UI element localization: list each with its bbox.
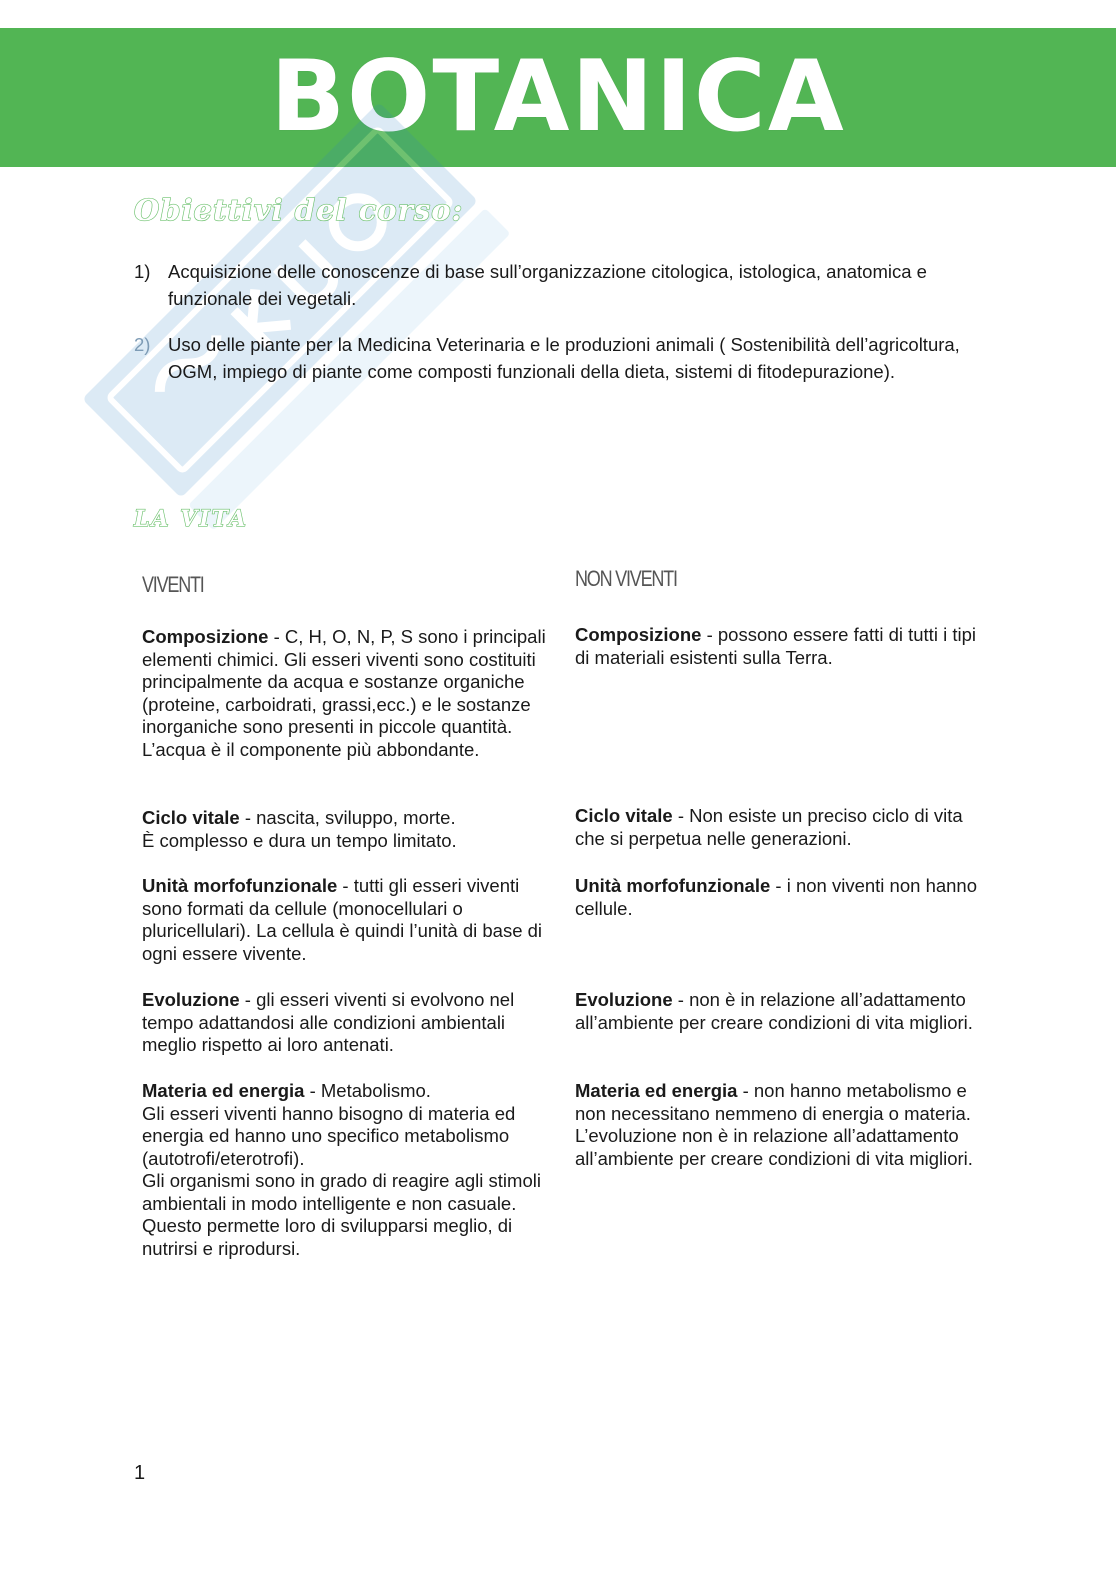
non-viventi-item-composizione xyxy=(575,624,985,669)
non-viventi-item-unita-morfofunzionale xyxy=(575,875,985,920)
objectives-heading: Obiettivi del corso: xyxy=(134,193,464,227)
item-description: L’acqua è il componente più abbondante. xyxy=(142,738,480,760)
item-description: - Non esiste un preciso ciclo di vita che si perpetua nelle generazioni. xyxy=(575,805,963,849)
document-title: BOTANICA xyxy=(270,40,846,154)
item-term: Unità morfofunzionale xyxy=(575,875,771,896)
item-description: - possono essere fatti di tutti i tipi di materiali esistenti sulla Terra. xyxy=(575,624,976,668)
objective-text: Acquisizione delle conoscenze di base sull’organizzazione citologica, istologica, anatomica e funzionale dei vegetali. xyxy=(168,261,927,309)
item-term: Materia ed energia xyxy=(575,1080,738,1101)
viventi-item-unita-morfofunzionale xyxy=(142,875,557,965)
item-description: È complesso e dura un tempo limitato. xyxy=(142,829,457,851)
item-term: Materia ed energia xyxy=(142,1080,305,1101)
item-description: - non hanno metabolismo e non necessitano nemmeno di energia o materia. L’evoluzione non è in relazione all’adattamento all’ambiente per creare condizioni di vita migliori. xyxy=(575,1080,973,1169)
item-description: - non è in relazione all’adattamento all’ambiente per creare condizioni di vita migliori. xyxy=(575,989,973,1033)
item-term: Composizione xyxy=(575,624,702,645)
item-description: - tutti gli esseri viventi sono formati da cellule (monocellulari o pluricellulari). La cellula è quindi l’unità di base di ogni essere vivente. xyxy=(142,875,543,964)
item-description: Gli esseri viventi hanno bisogno di materia ed energia ed hanno uno specifico metabolismo (autotrofi/eterotrofi). xyxy=(142,1102,516,1169)
viventi-item-evoluzione xyxy=(142,989,557,1057)
objective-number: 1) xyxy=(134,261,151,282)
item-description: - i non viventi non hanno cellule. xyxy=(575,875,978,919)
item-term: Evoluzione xyxy=(142,989,240,1010)
objectives-list xyxy=(134,259,994,405)
objective-item xyxy=(134,332,994,385)
non-viventi-item-materia-energia xyxy=(575,1080,985,1170)
objective-text: Uso delle piante per la Medicina Veterinaria e le produzioni animali ( Sostenibilità dell’agricoltura, OGM, impiego di piante come composti funzionali della dieta, sistemi di fitodepurazione). xyxy=(168,334,960,382)
vita-heading: LA VITA xyxy=(134,506,248,532)
non-viventi-item-ciclo-vitale xyxy=(575,805,985,850)
objective-number: 2) xyxy=(134,334,151,355)
item-description: Gli organismi sono in grado di reagire agli stimoli ambientali in modo intelligente e non casuale. Questo permette loro di svilupparsi meglio, di nutrirsi e riprodursi. xyxy=(142,1170,541,1259)
item-term: Ciclo vitale xyxy=(142,807,240,828)
objective-item xyxy=(134,259,994,312)
viventi-item-materia-energia xyxy=(142,1080,557,1260)
non-viventi-item-evoluzione xyxy=(575,989,985,1034)
item-term: Unità morfofunzionale xyxy=(142,875,338,896)
viventi-item-composizione xyxy=(142,626,557,761)
viventi-column-heading: VIVENTI xyxy=(142,572,204,597)
item-term: Evoluzione xyxy=(575,989,673,1010)
item-description: - nascita, sviluppo, morte. xyxy=(244,807,456,828)
title-banner xyxy=(0,28,1116,167)
item-description: - gli esseri viventi si evolvono nel tempo adattandosi alle condizioni ambientali meglio rispetto ai loro antenati. xyxy=(142,989,515,1055)
item-description: - Metabolismo. xyxy=(309,1080,431,1101)
viventi-item-ciclo-vitale xyxy=(142,807,557,852)
page-number: 1 xyxy=(134,1462,146,1484)
item-term: Composizione xyxy=(142,626,269,647)
item-description: - C, H, O, N, P, S sono i principali elementi chimici. Gli esseri viventi sono costituiti principalmente da acqua e sostanze organiche (proteine, carboidrati, grassi,ecc.) e le sostanze inorganiche sono presenti in piccole quantità. xyxy=(142,626,546,737)
non-viventi-column-heading: NON VIVENTI xyxy=(575,566,677,591)
item-term: Ciclo vitale xyxy=(575,805,673,826)
